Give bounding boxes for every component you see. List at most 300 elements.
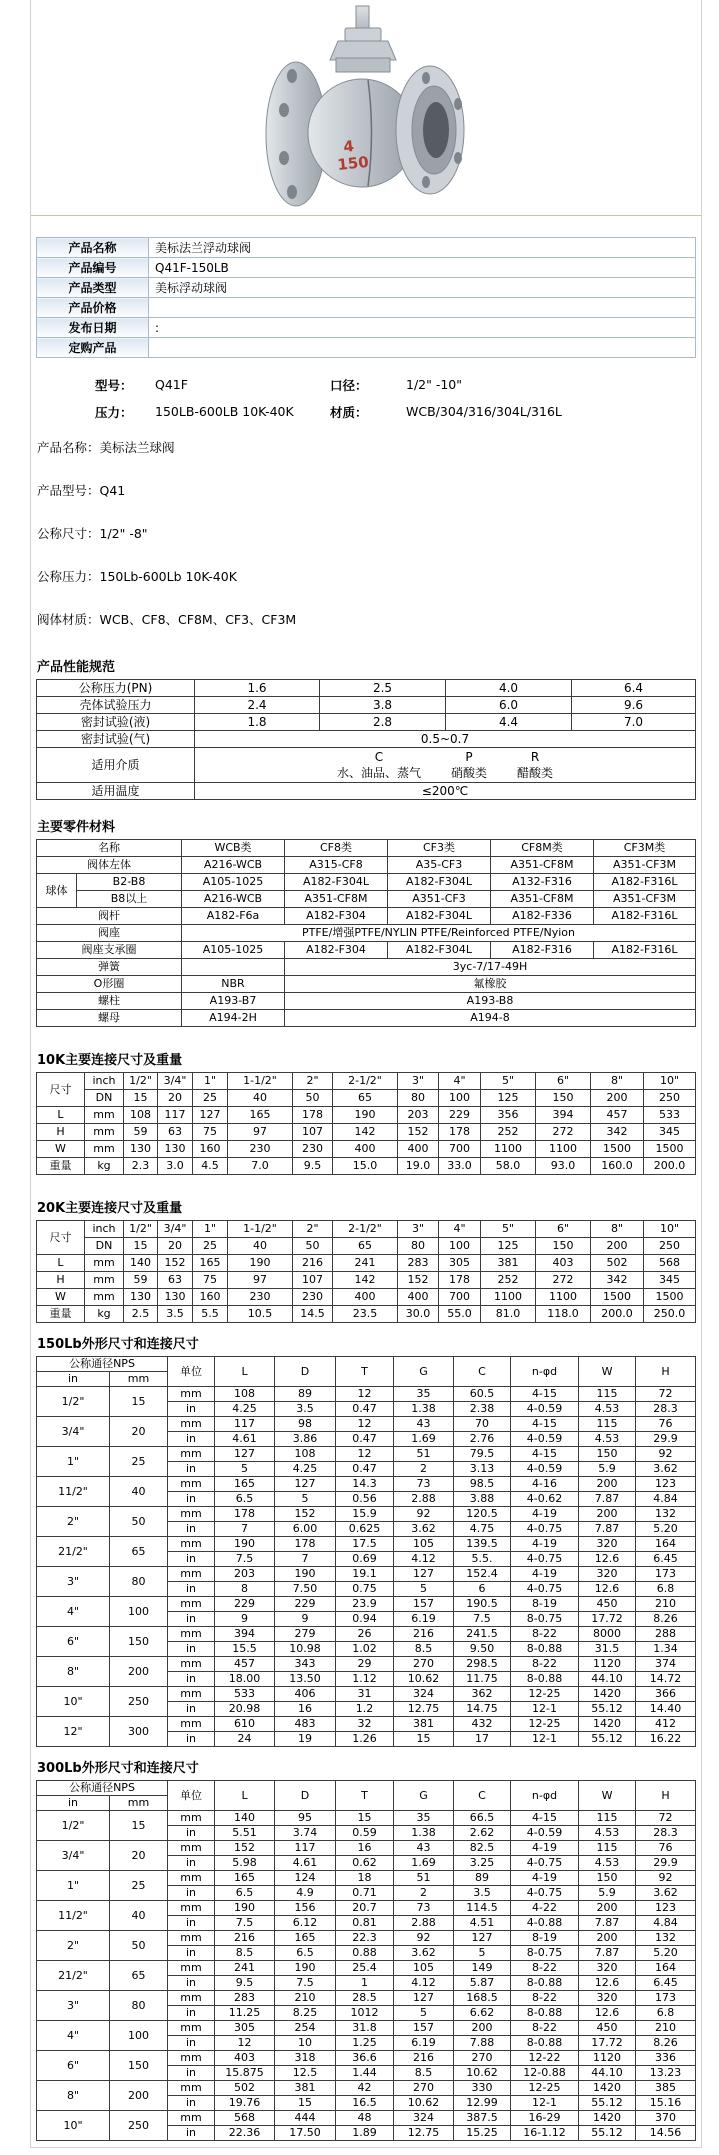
table-cell: 190: [215, 1537, 275, 1552]
table-cell: 5: [275, 1492, 336, 1507]
table-cell: A193-B8: [285, 993, 696, 1010]
table-row: [37, 1477, 696, 1492]
table-cell: 11.25: [215, 2006, 275, 2021]
unit-label: mm: [168, 1597, 215, 1612]
table-row: [37, 1124, 696, 1141]
table-cell: 0.94: [336, 1612, 394, 1627]
row-label: O形圈: [37, 976, 182, 993]
table-cell: 20: [158, 1238, 193, 1255]
dimensions-table-10k: [36, 1072, 696, 1175]
table-cell: 5.5.: [454, 1552, 511, 1567]
table-cell: 400: [398, 1289, 439, 1306]
table-cell: 8-0.88: [511, 1976, 579, 1991]
table-cell: 8-22: [511, 1627, 579, 1642]
table-cell: 12-1: [511, 2096, 579, 2111]
table-cell: 117: [158, 1107, 193, 1124]
table-cell: 3.62: [636, 1462, 696, 1477]
unit-label: mm: [168, 1901, 215, 1916]
table-cell: 6.00: [275, 1522, 336, 1537]
table-cell: 7.5: [454, 1612, 511, 1627]
table-cell: 19.1: [336, 1567, 394, 1582]
pressure-label: 压力：: [95, 404, 133, 420]
table-row: [37, 891, 696, 908]
table-cell: 3.0: [158, 1158, 193, 1175]
table-cell: 108: [275, 1447, 336, 1462]
info-value: [149, 338, 696, 358]
size-label: 4": [37, 1597, 110, 1627]
table-cell: 25: [193, 1090, 228, 1107]
table-cell: 320: [579, 1537, 636, 1552]
table-cell: 157: [394, 1597, 454, 1612]
table-cell: 173: [636, 1567, 696, 1582]
table-cell: 1012: [336, 2006, 394, 2021]
table-cell: 4.9: [275, 1886, 336, 1901]
unit-label: mm: [168, 1417, 215, 1432]
table-row: [37, 1255, 696, 1272]
size-label: 50: [110, 1931, 168, 1961]
table-cell: 381: [481, 1255, 536, 1272]
table-cell: 4.25: [275, 1462, 336, 1477]
table-cell: 8": [591, 1221, 644, 1238]
col-header: H: [636, 1357, 696, 1387]
table-cell: 8": [591, 1073, 644, 1090]
table-cell: 1.6: [195, 680, 320, 697]
table-cell: 4.12: [394, 1552, 454, 1567]
table-cell: 178: [439, 1124, 481, 1141]
table-cell: 164: [636, 1961, 696, 1976]
table-cell: 氟橡胶: [285, 976, 696, 993]
table-cell: 152.4: [454, 1567, 511, 1582]
table-cell: 4-15: [511, 1811, 579, 1826]
unit-label: in: [168, 1462, 215, 1477]
size-label: 8": [37, 2081, 110, 2111]
table-row: [37, 1387, 696, 1402]
table-cell: 10: [275, 2036, 336, 2051]
table-cell: 23.5: [333, 1306, 398, 1323]
table-cell: 288: [636, 1627, 696, 1642]
table-cell: 200.0: [644, 1158, 696, 1175]
table-cell: 7.5: [215, 1916, 275, 1931]
table-cell: 115: [579, 1811, 636, 1826]
table-row: [37, 2021, 696, 2036]
table-cell: 6.0: [446, 697, 572, 714]
table-cell: 483: [275, 1717, 336, 1732]
table-row: [37, 1289, 696, 1306]
table-cell: 1-1/2": [228, 1221, 293, 1238]
table-cell: 3/4": [158, 1221, 193, 1238]
row-label: H: [37, 1124, 85, 1141]
product-photo: [31, 0, 701, 216]
size-label: 20: [110, 1841, 168, 1871]
col-header: CF3类: [388, 840, 491, 857]
table-cell: 8.26: [636, 2036, 696, 2051]
table-cell: 12: [215, 2036, 275, 2051]
table-cell: 230: [228, 1141, 293, 1158]
row-label: 尺寸: [37, 1221, 85, 1255]
table-cell: 127: [193, 1107, 228, 1124]
table-cell: 457: [215, 1657, 275, 1672]
row-label: 弹簧: [37, 959, 182, 976]
table-cell: 403: [215, 2051, 275, 2066]
table-cell: ≤200℃: [195, 783, 696, 800]
table-cell: 1.34: [636, 1642, 696, 1657]
table-cell: 4.84: [636, 1916, 696, 1931]
col-header: G: [394, 1357, 454, 1387]
table-cell: 216: [394, 1627, 454, 1642]
table-cell: 3": [398, 1073, 439, 1090]
table-cell: 100: [439, 1090, 481, 1107]
table-cell: 1.12: [336, 1672, 394, 1687]
size-label: 21/2": [37, 1537, 110, 1567]
col-header: D: [275, 1781, 336, 1811]
table-cell: 8: [215, 1582, 275, 1597]
table-cell: 0.47: [336, 1462, 394, 1477]
table-cell: 152: [158, 1255, 193, 1272]
table-row: [37, 1010, 696, 1027]
table-cell: 210: [636, 1597, 696, 1612]
quick-specs-row: [95, 371, 701, 398]
table-cell: A105-1025: [182, 874, 285, 891]
table-cell: 43: [394, 1841, 454, 1856]
materials-table: [36, 839, 696, 1027]
table-row: [37, 908, 696, 925]
unit-label: mm: [168, 1507, 215, 1522]
table-cell: 89: [275, 1387, 336, 1402]
table-cell: 1.8: [195, 714, 320, 731]
table-cell: 139.5: [454, 1537, 511, 1552]
table-cell: 168.5: [454, 1991, 511, 2006]
media-group: P 硝酸类: [450, 750, 487, 780]
table-cell: 230: [293, 1141, 333, 1158]
table-cell: 92: [636, 1447, 696, 1462]
table-cell: A182-F316L: [594, 874, 696, 891]
table-cell: 17.72: [579, 2036, 636, 2051]
table-cell: 4-22: [511, 1901, 579, 1916]
table-cell: A182-F316: [491, 942, 594, 959]
table-cell: 252: [481, 1272, 536, 1289]
table-cell: 165: [215, 1477, 275, 1492]
unit-label: in: [168, 1552, 215, 1567]
row-label: 重量: [37, 1306, 85, 1323]
table-cell: A216-WCB: [182, 891, 285, 908]
unit-label: mm: [168, 1387, 215, 1402]
table-cell: PTFE/增强PTFE/NYLIN PTFE/Reinforced PTFE/Nyion: [182, 925, 696, 942]
size-label: 100: [110, 1597, 168, 1627]
table-cell: 1.2: [336, 1702, 394, 1717]
size-label: 1/2": [37, 1387, 110, 1417]
table-cell: 5.51: [215, 1826, 275, 1841]
table-cell: 12: [336, 1447, 394, 1462]
table-row: [37, 1781, 696, 1796]
table-cell: 15: [124, 1090, 158, 1107]
table-cell: 4.4: [446, 714, 572, 731]
table-row: [37, 2111, 696, 2126]
table-cell: 12-25: [511, 2081, 579, 2096]
table-cell: 6.8: [636, 1582, 696, 1597]
table-cell: 28.5: [336, 1991, 394, 2006]
table-cell: 14.5: [293, 1306, 333, 1323]
table-cell: 3.74: [275, 1826, 336, 1841]
unit-label: in: [168, 1492, 215, 1507]
table-cell: mm: [85, 1289, 124, 1306]
col-header: C: [454, 1781, 511, 1811]
table-cell: 4-0.75: [511, 1552, 579, 1567]
table-cell: 568: [644, 1255, 696, 1272]
row-label: 公称压力(PN): [37, 680, 195, 697]
size-label: 100: [110, 2021, 168, 2051]
table-row: [37, 1931, 696, 1946]
table-cell: 9.5: [293, 1158, 333, 1175]
table-cell: 4.61: [275, 1856, 336, 1871]
valve-class-marking: 150: [336, 152, 370, 174]
table-cell: 1.26: [336, 1732, 394, 1747]
size-label: 10": [37, 2111, 110, 2141]
table-cell: 107: [293, 1272, 333, 1289]
table-cell: 270: [454, 2051, 511, 2066]
table-cell: 14.75: [454, 1702, 511, 1717]
size-label: 11/2": [37, 1901, 110, 1931]
page-container: [30, 0, 702, 2148]
table-cell: 157: [394, 2021, 454, 2036]
table-cell: 97: [228, 1272, 293, 1289]
table-cell: 6.19: [394, 2036, 454, 2051]
unit-label: mm: [168, 2111, 215, 2126]
table-cell: 1-1/2": [228, 1073, 293, 1090]
table-cell: 18: [336, 1871, 394, 1886]
table-cell: 29.9: [636, 1856, 696, 1871]
table-cell: 24: [215, 1732, 275, 1747]
table-cell: 29: [336, 1657, 394, 1672]
table-cell: 200: [579, 1901, 636, 1916]
table-cell: 15: [394, 1732, 454, 1747]
table-cell: A315-CF8: [285, 857, 388, 874]
description-line: 阀体材质：WCB、CF8、CF8M、CF3、CF3M: [37, 612, 297, 627]
table-row: [37, 338, 696, 358]
table-cell: mm: [85, 1272, 124, 1289]
col-header: H: [636, 1781, 696, 1811]
table-cell: 15.9: [336, 1507, 394, 1522]
unit-label: mm: [168, 1931, 215, 1946]
info-label: 发布日期: [37, 318, 149, 338]
table-cell: 4.0: [446, 680, 572, 697]
table-cell: 26: [336, 1627, 394, 1642]
quick-specs-row: [95, 398, 701, 425]
table-cell: 12-25: [511, 1687, 579, 1702]
table-cell: 4.53: [579, 1402, 636, 1417]
table-cell: 17.50: [275, 2126, 336, 2141]
table-cell: 4-19: [511, 1507, 579, 1522]
bore-label: 口径：: [330, 377, 368, 393]
size-label: 11/2": [37, 1477, 110, 1507]
table-cell: 4-0.59: [511, 1462, 579, 1477]
table-cell: 0.625: [336, 1522, 394, 1537]
unit-label: in: [168, 1916, 215, 1931]
table-cell: kg: [85, 1158, 124, 1175]
table-cell: 6": [536, 1073, 591, 1090]
table-cell: 252: [481, 1124, 536, 1141]
col-header: 名称: [37, 840, 182, 857]
table-cell: 16: [336, 1841, 394, 1856]
table-cell: 502: [591, 1255, 644, 1272]
table-cell: 4-0.75: [511, 1856, 579, 1871]
description-line: 产品名称：美标法兰球阀: [37, 440, 175, 455]
table-cell: 190: [275, 1567, 336, 1582]
table-cell: 130: [124, 1141, 158, 1158]
table-cell: 15: [124, 1238, 158, 1255]
table-cell: 305: [215, 2021, 275, 2036]
table-cell: 60.5: [454, 1387, 511, 1402]
table-cell: 23.9: [336, 1597, 394, 1612]
table-cell: A182-F304L: [388, 942, 491, 959]
unit-label: in: [168, 1856, 215, 1871]
table-cell: 3.8: [320, 697, 446, 714]
table-cell: 12-22: [511, 2051, 579, 2066]
col-header: in: [37, 1372, 110, 1387]
table-cell: 15: [336, 1811, 394, 1826]
table-cell: 2.88: [394, 1916, 454, 1931]
table-cell: 2-1/2": [333, 1221, 398, 1238]
size-label: 200: [110, 2081, 168, 2111]
unit-label: mm: [168, 1627, 215, 1642]
table-cell: 59: [124, 1272, 158, 1289]
table-cell: 12-25: [511, 1717, 579, 1732]
table-row: [37, 2051, 696, 2066]
table-cell: inch: [85, 1221, 124, 1238]
table-row: [37, 976, 696, 993]
size-label: 65: [110, 1961, 168, 1991]
table-cell: 1.89: [336, 2126, 394, 2141]
table-cell: 16: [275, 1702, 336, 1717]
table-cell: 4": [439, 1073, 481, 1090]
table-cell: 13.23: [636, 2066, 696, 2081]
table-cell: 16.22: [636, 1732, 696, 1747]
unit-label: in: [168, 2006, 215, 2021]
table-cell: A132-F316: [491, 874, 594, 891]
table-cell: 1.02: [336, 1642, 394, 1657]
table-cell: 2: [394, 1886, 454, 1901]
unit-label: mm: [168, 1687, 215, 1702]
table-row: [37, 731, 696, 748]
table-row: [37, 258, 696, 278]
table-cell: 72: [636, 1811, 696, 1826]
table-cell: 16-1.12: [511, 2126, 579, 2141]
flanged-ball-valve-image: [246, 0, 486, 212]
col-header: WCB类: [182, 840, 285, 857]
unit-label: in: [168, 1702, 215, 1717]
table-cell: 6.45: [636, 1976, 696, 1991]
table-cell: 1: [336, 1976, 394, 1991]
unit-label: in: [168, 1976, 215, 1991]
col-header: CF8M类: [491, 840, 594, 857]
table-cell: A182-F6a: [182, 908, 285, 925]
table-cell: 59: [124, 1124, 158, 1141]
size-label: 150: [110, 2051, 168, 2081]
table-cell: 140: [124, 1255, 158, 1272]
unit-label: in: [168, 1886, 215, 1901]
table-cell: 305: [439, 1255, 481, 1272]
table-cell: 700: [439, 1289, 481, 1306]
table-cell: 394: [215, 1627, 275, 1642]
table-cell: 12.6: [579, 1582, 636, 1597]
dimensions-table-300lb: [36, 1780, 696, 2141]
table-cell: 55.12: [579, 1732, 636, 1747]
row-label: 适用介质: [37, 748, 195, 783]
table-row: [37, 1073, 696, 1090]
size-label: 6": [37, 1627, 110, 1657]
table-cell: 190: [215, 1901, 275, 1916]
table-cell: 320: [579, 1991, 636, 2006]
table-cell: A194-8: [285, 1010, 696, 1027]
table-cell: 9.5: [215, 1976, 275, 1991]
table-cell: 5: [454, 1946, 511, 1961]
table-cell: 5": [481, 1073, 536, 1090]
col-header: W: [579, 1357, 636, 1387]
table-cell: 165: [228, 1107, 293, 1124]
table-cell: 272: [536, 1124, 591, 1141]
table-cell: 15.0: [333, 1158, 398, 1175]
table-cell: 31.8: [336, 2021, 394, 2036]
table-row: [37, 1871, 696, 1886]
table-cell: 283: [398, 1255, 439, 1272]
table-cell: 210: [636, 2021, 696, 2036]
table-cell: 75: [193, 1124, 228, 1141]
size-label: 80: [110, 1991, 168, 2021]
table-cell: 6.45: [636, 1552, 696, 1567]
table-cell: 4-19: [511, 1567, 579, 1582]
size-label: 2": [37, 1507, 110, 1537]
table-cell: 22.36: [215, 2126, 275, 2141]
table-cell: 0.88: [336, 1946, 394, 1961]
table-cell: 6.4: [572, 680, 696, 697]
table-cell: 200: [454, 2021, 511, 2036]
table-cell: 8-22: [511, 2021, 579, 2036]
table-cell: mm: [85, 1107, 124, 1124]
description-line: 产品型号：Q41: [37, 483, 126, 498]
product-info-table: [36, 237, 696, 358]
table-row: [37, 925, 696, 942]
size-label: 3": [37, 1991, 110, 2021]
table-cell: 216: [394, 2051, 454, 2066]
unit-label: in: [168, 1642, 215, 1657]
table-cell: 1420: [579, 2081, 636, 2096]
table-cell: 73: [394, 1901, 454, 1916]
size-label: 10": [37, 1687, 110, 1717]
size-label: 150: [110, 1627, 168, 1657]
table-cell: 105: [394, 1537, 454, 1552]
table-cell: 2.62: [454, 1826, 511, 1841]
table-row: [37, 959, 696, 976]
unit-label: mm: [168, 1841, 215, 1856]
table-cell: 4.12: [394, 1976, 454, 1991]
col-header: mm: [110, 1372, 168, 1387]
table-cell: 2.38: [454, 1402, 511, 1417]
table-cell: 125: [481, 1238, 536, 1255]
table-cell: 17: [454, 1732, 511, 1747]
table-cell: 76: [636, 1417, 696, 1432]
table-cell: 81.0: [481, 1306, 536, 1323]
table-cell: 178: [215, 1507, 275, 1522]
table-cell: 318: [275, 2051, 336, 2066]
table-cell: 12.6: [579, 2006, 636, 2021]
section-title-300lb: 300Lb外形尺寸和连接尺寸: [37, 1761, 199, 1776]
table-cell: 16-29: [511, 2111, 579, 2126]
table-cell: 98: [275, 1417, 336, 1432]
table-cell: 2.5: [124, 1306, 158, 1323]
table-cell: 7.5: [215, 1552, 275, 1567]
table-row: [37, 1417, 696, 1432]
table-row: [37, 1090, 696, 1107]
table-cell: 7.0: [572, 714, 696, 731]
